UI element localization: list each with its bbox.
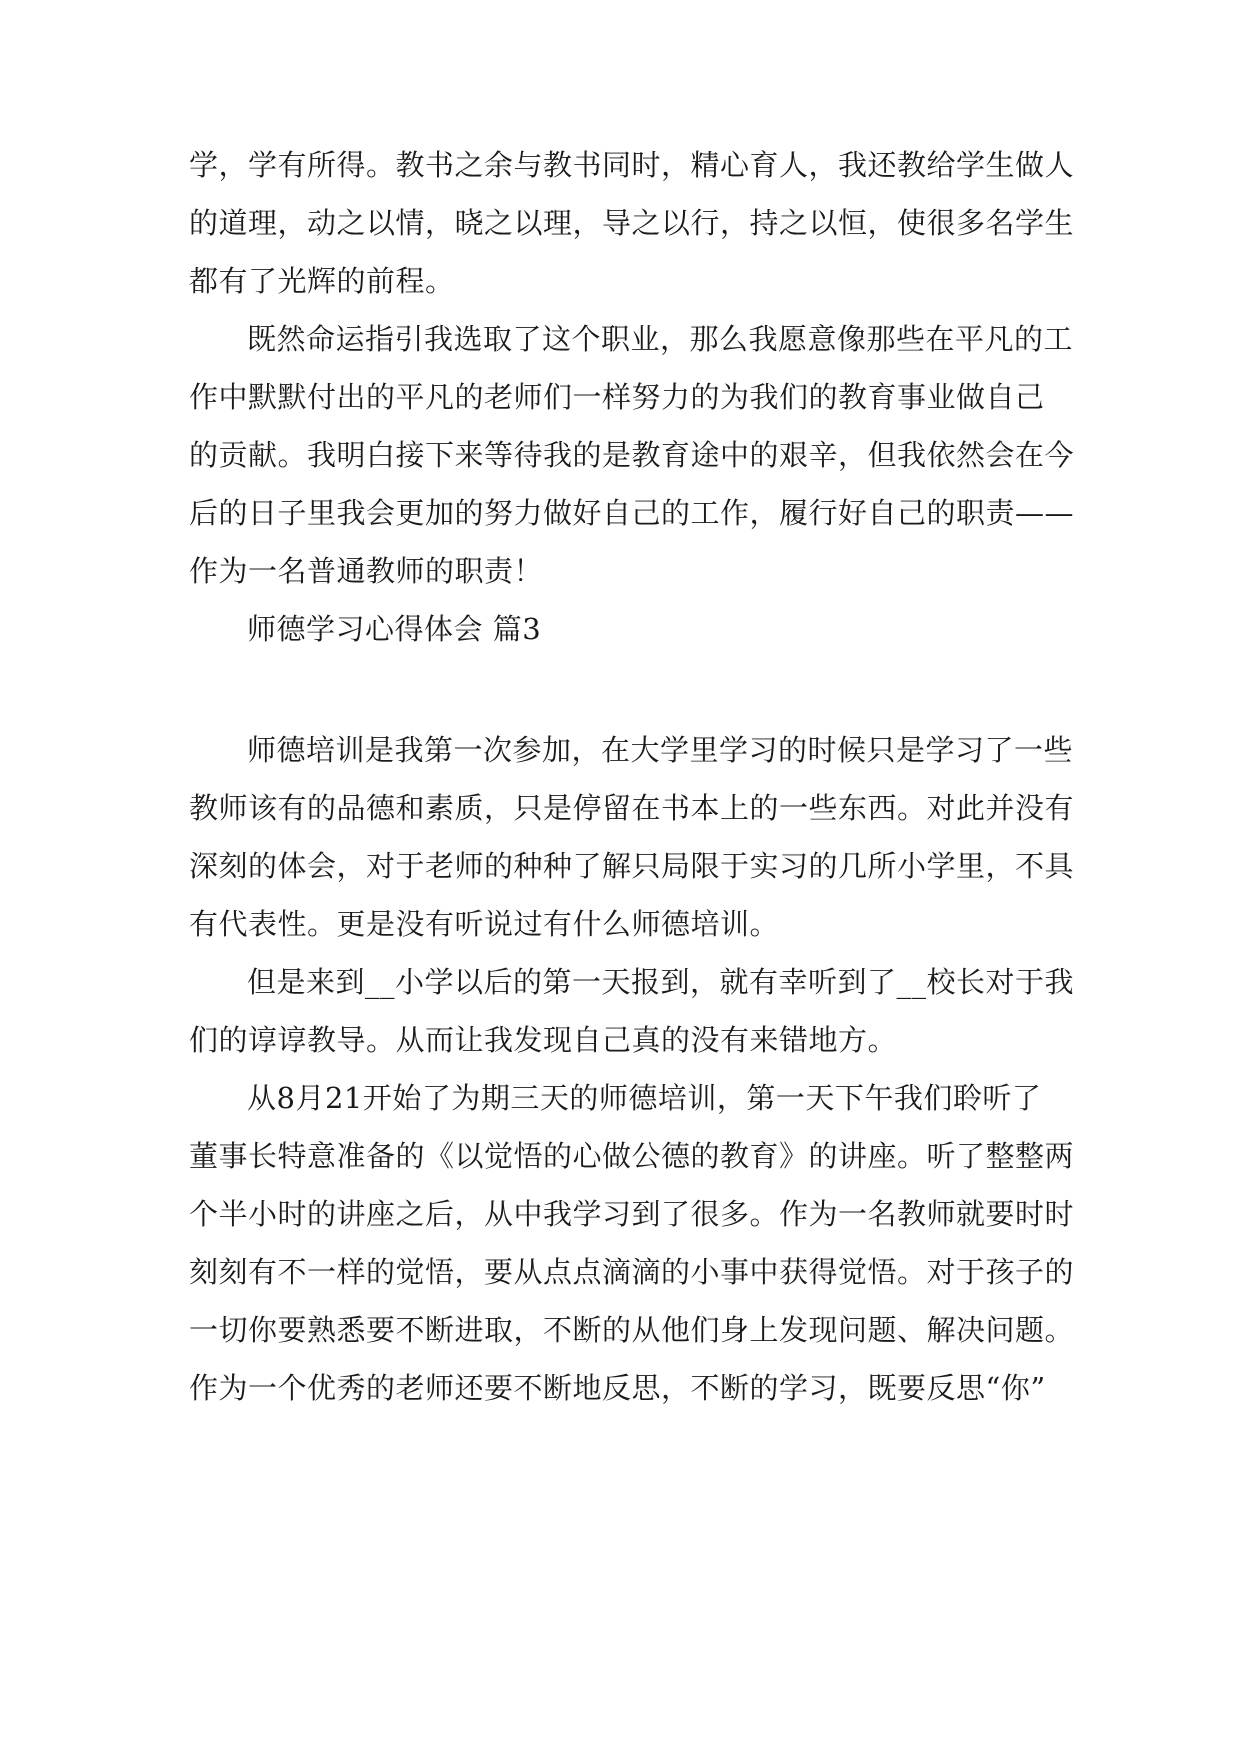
text-line: 都有了光辉的前程。 xyxy=(189,264,455,298)
text-line: 的贡献。我明白接下来等待我的是教育途中的艰辛，但我依然会在今 xyxy=(189,438,1075,472)
text-line: 作为一名普通教师的职责！ xyxy=(189,554,544,588)
text-line: 们的谆谆教导。从而让我发现自己真的没有来错地方。 xyxy=(189,1023,898,1057)
text-line: 作中默默付出的平凡的老师们一样努力的为我们的教育事业做自己 xyxy=(189,380,1045,414)
text-line: 董事长特意准备的《以觉悟的心做公德的教育》的讲座。听了整整两 xyxy=(189,1139,1075,1173)
text-line: 后的日子里我会更加的努力做好自己的工作，履行好自己的职责—— xyxy=(189,496,1075,530)
text-line: 深刻的体会，对于老师的种种了解只局限于实习的几所小学里，不具 xyxy=(189,849,1075,883)
paragraph-start-line: 但是来到__小学以后的第一天报到，就有幸听到了__校长对于我 xyxy=(247,965,1075,999)
paragraph-start-line: 师德培训是我第一次参加，在大学里学习的时候只是学习了一些 xyxy=(247,733,1074,767)
text-line: 一切你要熟悉要不断进取，不断的从他们身上发现问题、解决问题。 xyxy=(189,1313,1075,1347)
paragraph-start-line: 从8月21开始了为期三天的师德培训，第一天下午我们聆听了 xyxy=(247,1081,1042,1115)
text-line: 刻刻有不一样的觉悟，要从点点滴滴的小事中获得觉悟。对于孩子的 xyxy=(189,1255,1075,1289)
text-line: 的道理，动之以情，晓之以理，导之以行，持之以恒，使很多名学生 xyxy=(189,206,1075,240)
text-line: 作为一个优秀的老师还要不断地反思，不断的学习，既要反思“你” xyxy=(189,1371,1046,1405)
text-line: 教师该有的品德和素质，只是停留在书本上的一些东西。对此并没有 xyxy=(189,791,1075,825)
text-line: 学，学有所得。教书之余与教书同时，精心育人，我还教给学生做人 xyxy=(189,148,1075,182)
text-line: 个半小时的讲座之后，从中我学习到了很多。作为一名教师就要时时 xyxy=(189,1197,1075,1231)
text-line: 有代表性。更是没有听说过有什么师德培训。 xyxy=(189,907,780,941)
section-heading: 师德学习心得体会 篇3 xyxy=(247,612,542,646)
paragraph-start-line: 既然命运指引我选取了这个职业，那么我愿意像那些在平凡的工 xyxy=(247,322,1074,356)
